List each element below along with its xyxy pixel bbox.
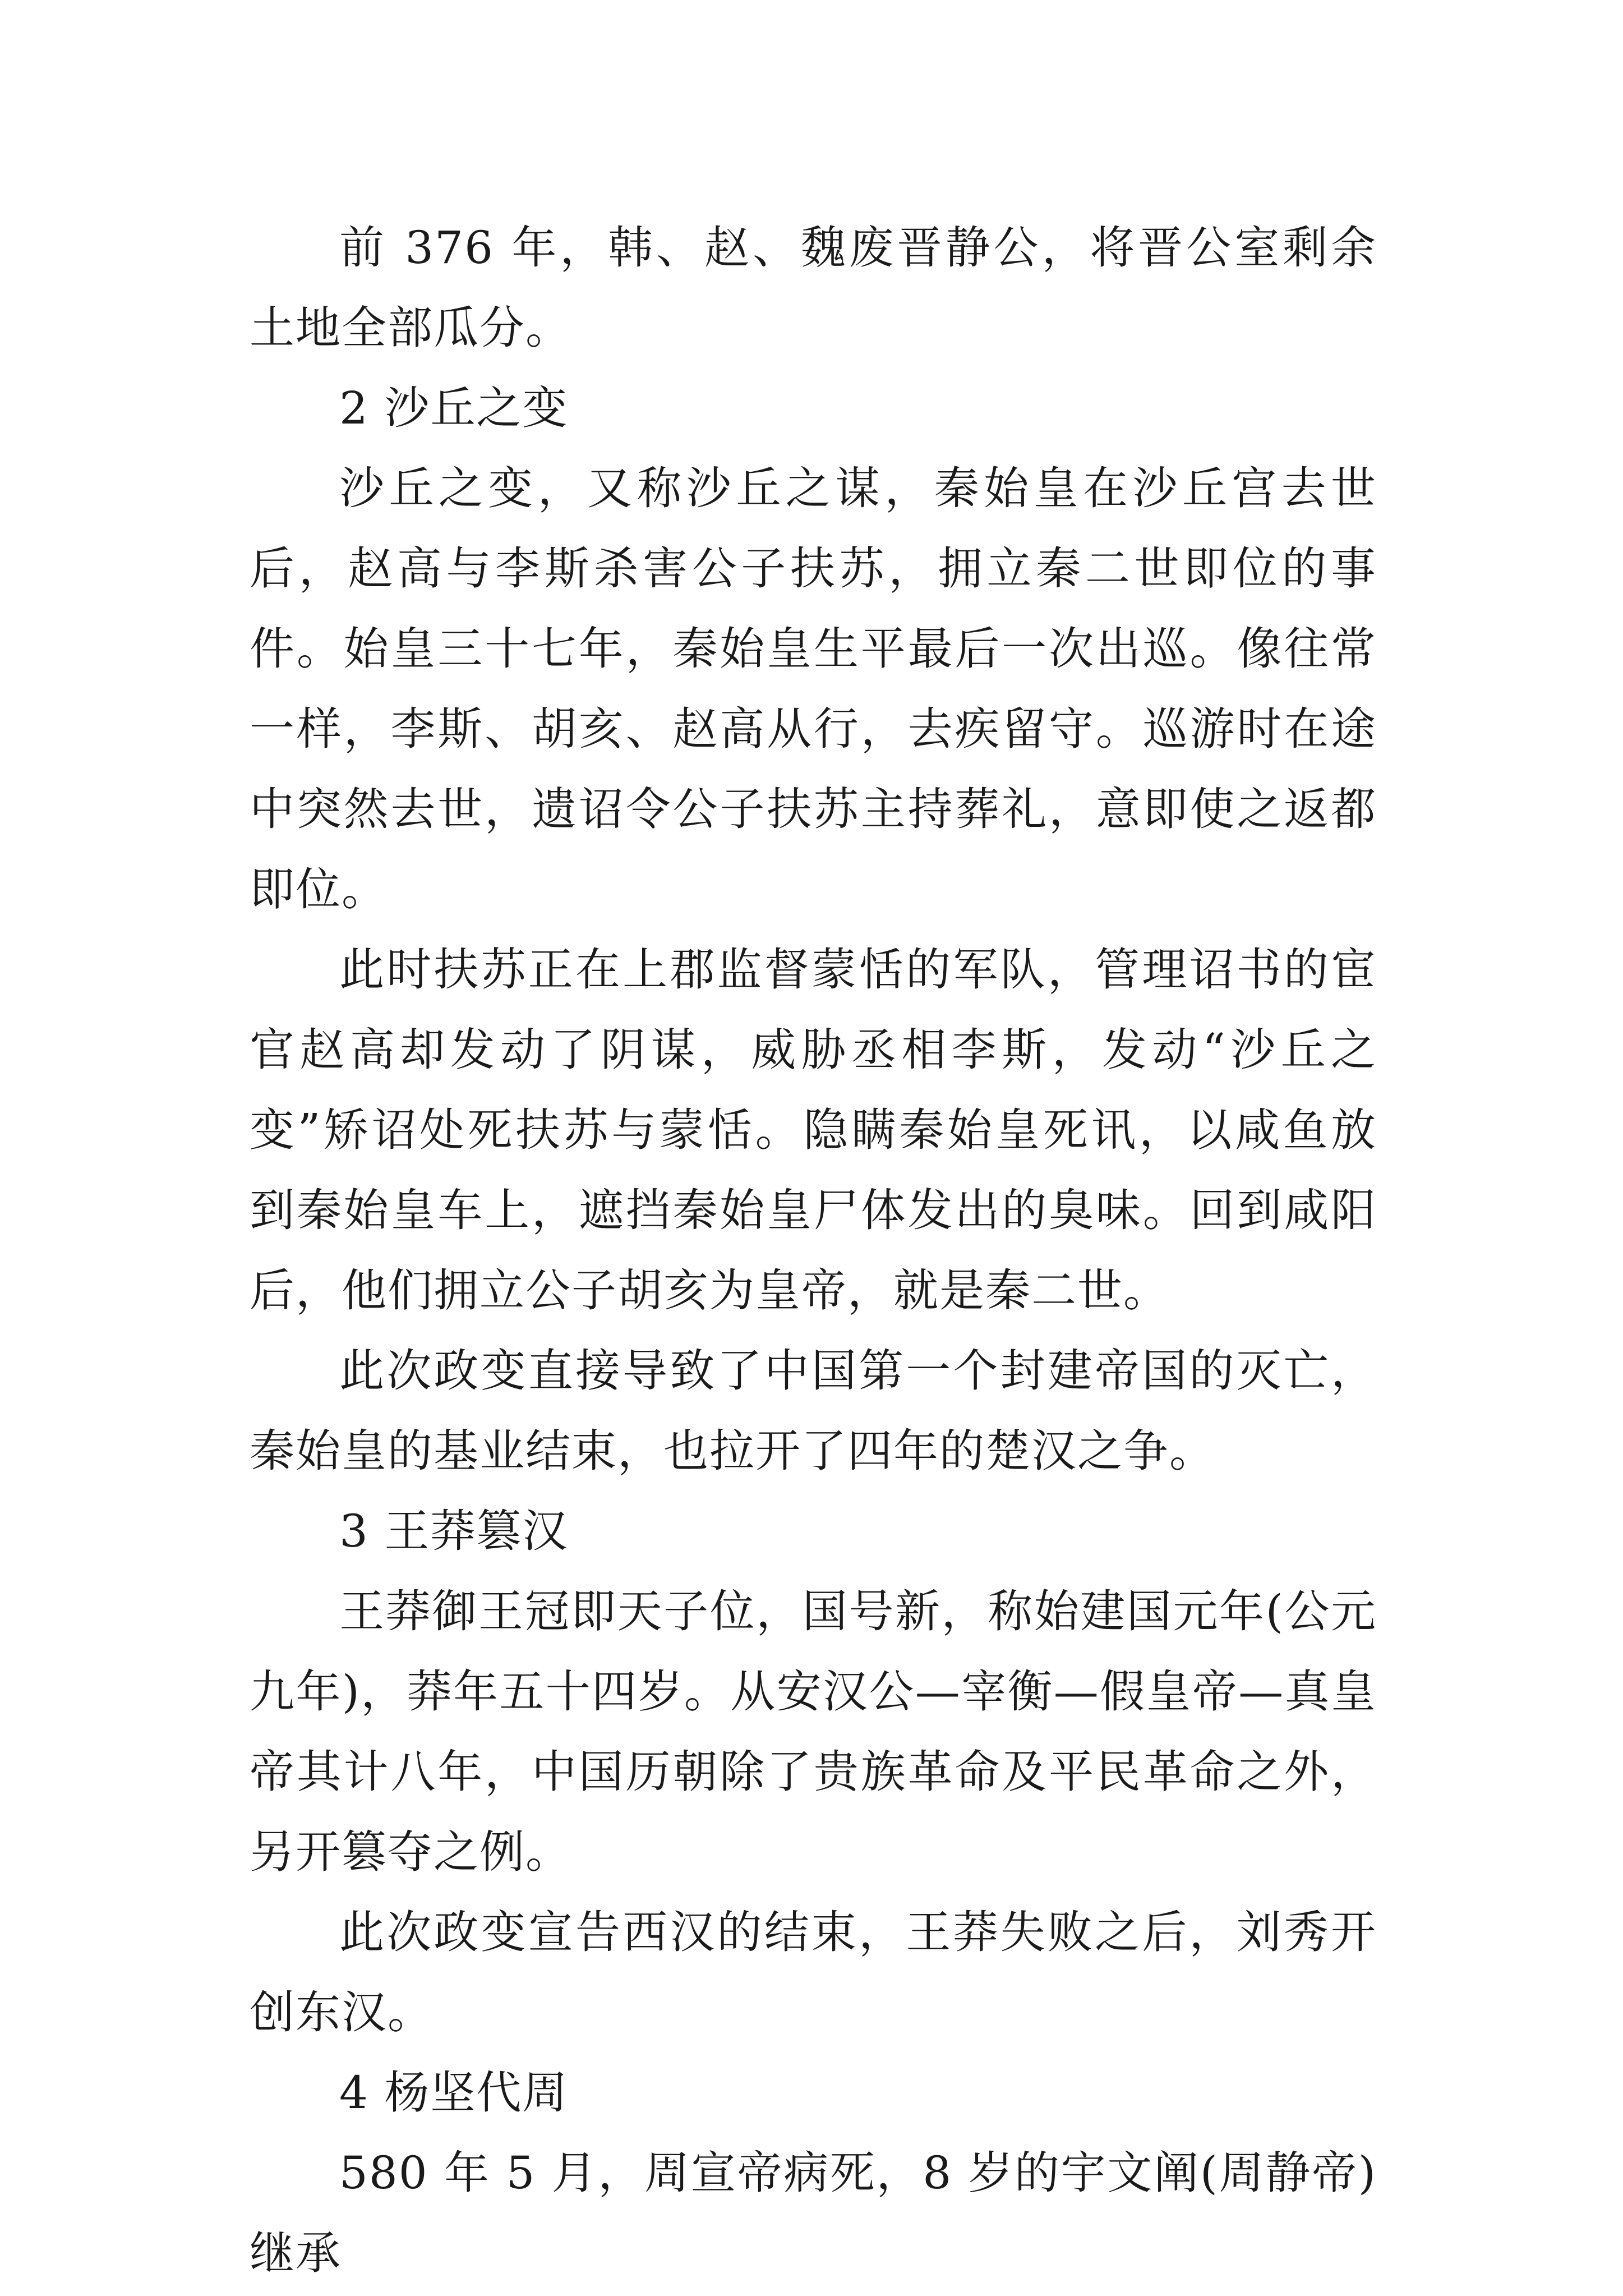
section-heading-wangmang: 3 王莽篡汉	[339, 1505, 569, 1557]
section-heading-yangjian: 4 杨坚代周	[339, 2067, 569, 2119]
section-heading-shaqiu: 2 沙丘之变	[339, 382, 569, 434]
document-body	[250, 208, 1377, 2293]
paragraph-wangmang-consequence: 此次政变宣告西汉的结束，王莽失败之后，刘秀开创东汉。	[250, 1906, 1377, 2039]
paragraph-partition-of-jin: 前 376 年，韩、赵、魏废晋静公，将晋公室剩余土地全部瓜分。	[250, 222, 1377, 354]
paragraph-shaqiu-consequence: 此次政变直接导致了中国第一个封建帝国的灭亡，秦始皇的基业结束，也拉开了四年的楚汉之争。	[250, 1345, 1377, 1477]
paragraph-yangjian-start: 580 年 5 月，周宣帝病死，8 岁的宇文阐(周静帝)继承	[250, 2147, 1377, 2279]
paragraph-shaqiu-plot: 此时扶苏正在上郡监督蒙恬的军队，管理诏书的宦官赵高却发动了阴谋，威胁丞相李斯，发动“沙丘之变”矫诏处死扶苏与蒙恬。隐瞒秦始皇死讯，以咸鱼放到秦始皇车上，遮挡秦始皇尸体发出的臭味。回到咸阳后，他们拥立公子胡亥为皇帝，就是秦二世。	[250, 944, 1377, 1317]
paragraph-wangmang-enthronement: 王莽御王冠即天子位，国号新，称始建国元年(公元九年)，莽年五十四岁。从安汉公—宰衡—假皇帝—真皇帝其计八年，中国历朝除了贵族革命及平民革命之外，另开篡夺之例。	[250, 1585, 1377, 1878]
paragraph-shaqiu-intro: 沙丘之变，又称沙丘之谋，秦始皇在沙丘宫去世后，赵高与李斯杀害公子扶苏，拥立秦二世即位的事件。始皇三十七年，秦始皇生平最后一次出巡。像往常一样，李斯、胡亥、赵高从行，去疾留守。巡游时在途中突然去世，遗诏令公子扶苏主持葬礼，意即使之返都即位。	[250, 462, 1377, 915]
